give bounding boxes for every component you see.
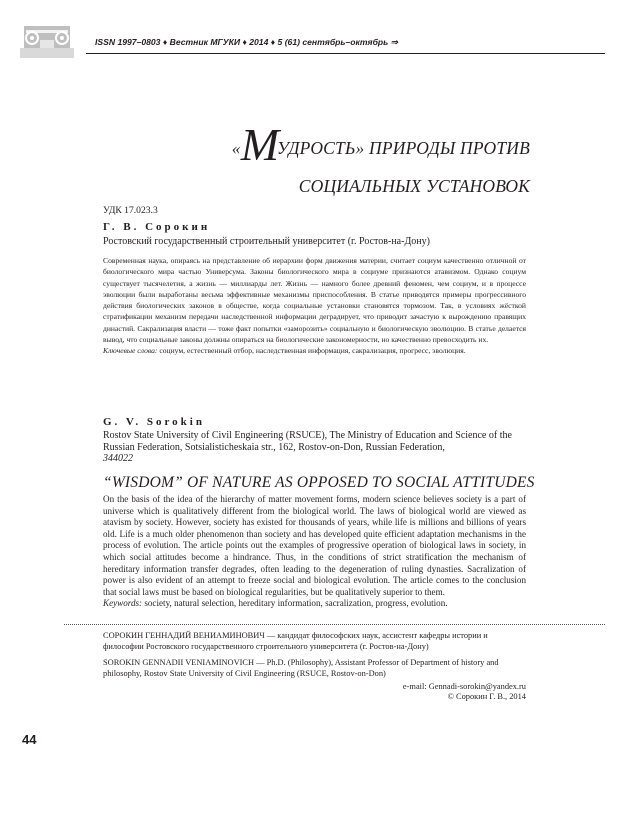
keywords-ru-label: Ключевые слова:: [103, 346, 158, 356]
bullet-icon: ♦: [162, 37, 168, 47]
header-rule: [86, 53, 605, 54]
author-name-en: G. V. Sorokin: [103, 416, 205, 428]
affiliation-en-zip: 344022: [103, 453, 133, 464]
affiliation-en-text: Rostov State University of Civil Engineering (RSUCE), The Ministry of Education and Science of the Russian Federation, Sotsialisticheskaia str., 162, Rostov-on-Don, Russian Federation,: [103, 430, 512, 453]
author-bio-ru: СОРОКИН ГЕННАДИЙ ВЕНИАМИНОВИЧ — кандидат философских наук, ассистент кафедры истории и философии Ростовского государственного строительного университета (г. Ростов-на-Дону): [103, 631, 488, 651]
header-issue: 5 (61) сентябрь–октябрь: [277, 37, 389, 47]
running-header: [95, 37, 398, 48]
keywords-en-label: Keywords:: [103, 598, 143, 609]
title-quote: «: [231, 138, 241, 158]
article-title-ru-line1: [120, 118, 530, 171]
keywords-en-text: society, natural selection, hereditary information, sacralization, progress, evolution.: [142, 598, 448, 609]
abstract-ru-text: Современная наука, опираясь на представление об иерархии форм движения материи, считает социум качественно отличной от биологического мира частью Универсума. Законы биологического мира в социуме признаются атавизмом. Однако социум существует тысячелетия, а жизнь — миллиарды лет. Жизнь — намного более древний феномен, чем социум, и в процессе эволюции были выработаны весьма эффективные механизмы приспособления. В статье приводятся примеры прогрессивного действия биологических законов в обществе, когда социальные установки становятся тормозом. Так, в условиях жёсткой стратификации механизм передачи наследственной информации деградирует, что приводит зачастую к вырождению правящих династий. Сакрализация власти — тоже факт попытки «заморозить» социальную и биологическую эволюцию. В статье делается вывод, что социальные законы должны опираться на биологические закономерности, но качественно превосходить их.: [103, 256, 526, 345]
page-number: 44: [22, 732, 37, 747]
bullet-icon: ♦: [270, 37, 276, 47]
article-title-en: “WISDOM” OF NATURE AS OPPOSED TO SOCIAL ATTITUDES: [103, 474, 535, 491]
footnote-divider: [64, 624, 605, 625]
keywords-ru-text: социум, естественный отбор, наследственная информация, сакрализация, прогресс, эволюция.: [157, 346, 466, 356]
author-email: e-mail: Gennadi-sorokin@yandex.ru: [402, 682, 526, 691]
header-journal: Вестник МГУКИ: [169, 37, 241, 47]
author-bio-en: SOROKIN GENNADII VENIAMINOVICH — Ph.D. (Philosophy), Assistant Professor of Department of history and philosophy, Rostov State University of Civil Engineering (RSUCE, Rostov-on-Don): [103, 658, 499, 678]
title-line1-rest: УДРОСТЬ» ПРИРОДЫ ПРОТИВ: [277, 138, 530, 158]
header-issn: ISSN 1997–0803: [95, 37, 161, 47]
author-affiliation-ru: Ростовский государственный строительный университет (г. Ростов-на-Дону): [103, 236, 430, 247]
udk-code: УДК 17.023.3: [103, 205, 158, 216]
abstract-en: [103, 494, 526, 610]
bullet-icon: ♦: [242, 37, 247, 47]
column-capital-icon: [20, 22, 74, 58]
author-name-ru: Г. В. Сорокин: [103, 221, 211, 233]
author-affiliation-en: [103, 430, 526, 465]
arrow-right-icon: ⇒: [390, 37, 398, 47]
abstract-ru: [103, 255, 526, 357]
header-year: 2014: [249, 37, 269, 47]
copyright-notice: © Сорокин Г. В., 2014: [447, 692, 526, 701]
title-initial: М: [240, 119, 278, 170]
abstract-en-text: On the basis of the idea of the hierarchy of matter movement forms, modern science believes society is a part of universe which is qualitatively different from the biological world. The laws of biological world are viewed as atavism by society. However, society has existed for thousands of years, while life is millions and billions of years old. Life is a much older phenomenon than society and has developed quite efficient adaptation mechanisms in the process of evolution. The article points out the examples of progressive operation of biological laws in society, in which social attitudes become a hindrance. Thus, in the conditions of strict stratification the mechanism of hereditary information transfer degrades, often leading to the degeneration of ruling dynasties. Sacralization of power is also evident of an attempt to freeze social and biological evolution. The article comes to the conclusion that social laws must be based on biological regularities, but be qualitatively superior to them.: [103, 494, 526, 597]
article-title-ru-line2: СОЦИАЛЬНЫХ УСТАНОВОК: [298, 176, 530, 196]
